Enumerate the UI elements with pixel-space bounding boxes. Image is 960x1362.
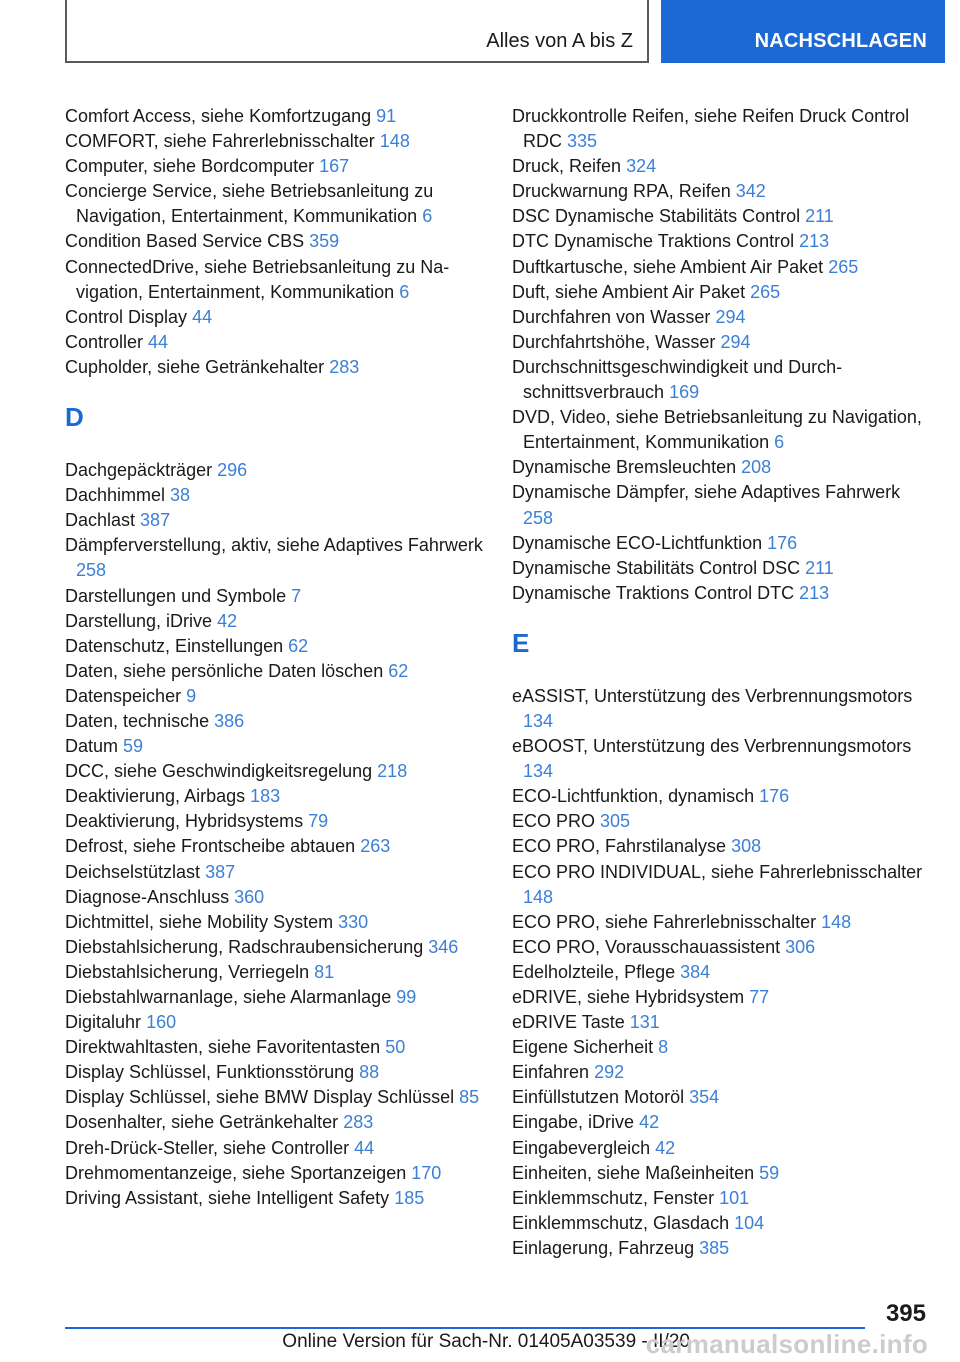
- index-page-link[interactable]: 176: [759, 786, 790, 807]
- index-entry-text: Diagnose-Anschluss: [65, 886, 230, 907]
- index-entry: [65, 734, 485, 759]
- index-page-link[interactable]: 213: [799, 231, 830, 252]
- index-entry-text: Eingabe, iDrive: [512, 1112, 635, 1133]
- index-entry-text: Daten, siehe persönliche Daten löschen: [65, 660, 384, 681]
- index-entry: [512, 1035, 932, 1060]
- index-entry-text: Drehmomentanzeige, siehe Sportanzeigen: [65, 1162, 407, 1183]
- section-label: NACHSCHLAGEN: [754, 30, 927, 52]
- index-page-link[interactable]: 9: [186, 685, 197, 706]
- index-entry: [512, 330, 932, 355]
- index-entry: [512, 229, 932, 254]
- index-page-link[interactable]: 359: [309, 231, 340, 252]
- index-entry: [512, 204, 932, 229]
- index-entry: [512, 1211, 932, 1236]
- index-entry: [512, 860, 932, 910]
- index-page-link[interactable]: 169: [669, 382, 700, 403]
- index-entry: [65, 1161, 485, 1186]
- index-page-link[interactable]: 346: [428, 936, 459, 957]
- index-entry: [65, 1136, 485, 1161]
- index-entry: [512, 1010, 932, 1035]
- index-entry-text: eBOOST, Unterstützung des Verbrennungsmotors: [512, 736, 912, 757]
- index-page-link[interactable]: 59: [123, 736, 144, 757]
- index-page-link[interactable]: 167: [319, 156, 350, 177]
- index-entry-text: Dynamische Bremsleuchten: [512, 457, 737, 478]
- index-entry-text: Computer, siehe Bordcomputer: [65, 156, 315, 177]
- index-page-link[interactable]: 330: [338, 911, 369, 932]
- index-entry: [512, 1161, 932, 1186]
- index-entry: [512, 734, 932, 784]
- index-page-link[interactable]: 101: [719, 1187, 750, 1208]
- index-entry: [65, 305, 485, 330]
- index-entry: [512, 305, 932, 330]
- index-entry-text: Darstellungen und Symbole: [65, 585, 287, 606]
- index-page-link[interactable]: 50: [385, 1037, 406, 1058]
- index-page-link[interactable]: 265: [750, 281, 781, 302]
- index-entry: [512, 556, 932, 581]
- index-entry: [512, 910, 932, 935]
- index-page-link[interactable]: 6: [774, 432, 785, 453]
- index-entry: [65, 508, 485, 533]
- index-entry: [65, 458, 485, 483]
- index-entry: [65, 104, 485, 129]
- chapter-title: Alles von A bis Z: [486, 30, 633, 52]
- index-entry: [512, 834, 932, 859]
- index-page-link[interactable]: 296: [217, 460, 248, 481]
- index-entry: [65, 784, 485, 809]
- index-entry-text: ECO PRO, Vorausschauassistent: [512, 936, 781, 957]
- index-page-link[interactable]: 354: [689, 1087, 720, 1108]
- index-entry: [512, 355, 932, 405]
- index-page-link[interactable]: 183: [250, 786, 281, 807]
- index-entry: [512, 809, 932, 834]
- index-entry-text: Dachgepäckträger: [65, 460, 213, 481]
- index-entry: [512, 480, 932, 530]
- index-entry-text: eASSIST, Unterstützung des Verbrennungsmotors: [512, 685, 913, 706]
- index-page-link[interactable]: 104: [734, 1212, 765, 1233]
- index-page-link[interactable]: 79: [308, 811, 329, 832]
- index-entry: [512, 960, 932, 985]
- index-page-link[interactable]: 134: [523, 761, 554, 782]
- index-page-link[interactable]: 306: [785, 936, 816, 957]
- index-entry-text: Display Schlüssel, siehe BMW Display Schlüssel: [65, 1087, 455, 1108]
- index-page-link[interactable]: 294: [715, 306, 746, 327]
- index-page-link[interactable]: 283: [329, 356, 360, 377]
- index-entry: [65, 985, 485, 1010]
- index-page-link[interactable]: 99: [396, 987, 417, 1007]
- index-column-left: [65, 104, 485, 1211]
- index-entry: [65, 759, 485, 784]
- index-entry: [512, 455, 932, 480]
- index-entry-text: Deichselstützlast: [65, 861, 201, 882]
- index-page-link[interactable]: 265: [828, 256, 859, 277]
- index-entry-text: Dynamische Dämpfer, siehe Adaptives Fahrwerk: [512, 482, 901, 503]
- index-entry-text: ECO PRO, Fahrstilanalyse: [512, 836, 727, 857]
- index-page-link[interactable]: 335: [567, 131, 598, 152]
- index-entry: [512, 280, 932, 305]
- index-page-link[interactable]: 170: [411, 1162, 442, 1183]
- index-entry: [65, 154, 485, 179]
- index-entry-text: Dachhimmel: [65, 485, 166, 506]
- index-entry-text: eDRIVE Taste: [512, 1012, 625, 1033]
- index-entry-text: Dynamische ECO-Lichtfunktion: [512, 532, 763, 553]
- index-entry: [65, 1035, 485, 1060]
- index-entry: [512, 1136, 932, 1161]
- index-entry-text: Datenspeicher: [65, 685, 182, 706]
- index-page-link[interactable]: 44: [148, 331, 169, 352]
- index-entry-text: Driving Assistant, siehe Intelligent Safety: [65, 1187, 390, 1208]
- index-entry: [65, 1110, 485, 1135]
- index-page-link[interactable]: 211: [805, 206, 834, 227]
- index-entry-text: Duftkartusche, siehe Ambient Air Paket: [512, 256, 824, 277]
- index-page-link[interactable]: 160: [146, 1012, 177, 1033]
- index-entry-text: Daten, technische: [65, 710, 210, 731]
- index-page-link[interactable]: 308: [731, 836, 762, 857]
- index-page-link[interactable]: 176: [767, 532, 798, 553]
- index-entry: [512, 405, 932, 455]
- index-entry-text: Controller: [65, 331, 144, 352]
- index-entry-text: Concierge Service, siehe Betriebsanleitung zu Navigation, Entertainment, Kommunikation: [65, 181, 434, 227]
- index-entry-text: Condition Based Service CBS: [65, 231, 305, 252]
- index-entry-text: Datenschutz, Einstellungen: [65, 635, 284, 656]
- index-entry: [65, 860, 485, 885]
- index-entry-text: Digitaluhr: [65, 1012, 142, 1033]
- index-entry: [65, 255, 485, 305]
- index-page-link[interactable]: 62: [388, 660, 409, 681]
- index-entry: [512, 179, 932, 204]
- index-page-link[interactable]: 134: [523, 710, 554, 731]
- index-page-link[interactable]: 148: [379, 131, 410, 152]
- index-entry-text: Einlagerung, Fahrzeug: [512, 1237, 695, 1258]
- index-entry-text: Dichtmittel, siehe Mobility System: [65, 911, 334, 932]
- index-entry-text: Edelholzteile, Pflege: [512, 961, 676, 982]
- index-page-link[interactable]: 85: [459, 1087, 480, 1108]
- index-entry: [65, 1186, 485, 1211]
- index-page-link[interactable]: 91: [376, 106, 397, 126]
- index-entry: [65, 809, 485, 834]
- index-page-link[interactable]: 258: [76, 560, 107, 581]
- index-entry-text: Control Display: [65, 306, 188, 327]
- index-page-link[interactable]: 44: [354, 1137, 375, 1158]
- index-entry: [512, 1085, 932, 1110]
- index-entry: [512, 684, 932, 734]
- index-entry: [65, 659, 485, 684]
- index-page-link[interactable]: 8: [658, 1037, 669, 1058]
- index-entry: [65, 1085, 485, 1110]
- index-entry-text: Diebstahlsicherung, Radschraubensicherung: [65, 936, 424, 957]
- index-entry-text: Darstellung, iDrive: [65, 610, 213, 631]
- index-entry-text: DCC, siehe Geschwindigkeitsregelung: [65, 761, 373, 782]
- index-page-link[interactable]: 384: [680, 961, 711, 982]
- index-entry-text: Einklemmschutz, Fenster: [512, 1187, 715, 1208]
- index-entry-text: Einfüllstutzen Motoröl: [512, 1087, 685, 1108]
- index-entry-text: Comfort Access, siehe Komfortzugang: [65, 106, 372, 126]
- index-page-link[interactable]: 148: [821, 911, 852, 932]
- index-entry-text: Dynamische Stabilitäts Control DSC: [512, 557, 801, 578]
- index-page-link[interactable]: 211: [805, 557, 834, 578]
- index-entry: [65, 834, 485, 859]
- index-page-link[interactable]: 62: [288, 635, 309, 656]
- index-entry-text: Durchfahrtshöhe, Wasser: [512, 331, 716, 352]
- index-entry-text: DSC Dynamische Stabilitäts Control: [512, 206, 801, 227]
- index-entry-text: Duft, siehe Ambient Air Paket: [512, 281, 746, 302]
- index-entry-text: Eingabevergleich: [512, 1137, 651, 1158]
- index-entry: [512, 985, 932, 1010]
- index-entry: [65, 483, 485, 508]
- index-page-link[interactable]: 59: [759, 1162, 780, 1183]
- index-page-link[interactable]: 258: [523, 507, 554, 528]
- index-entry-text: Durchschnittsgeschwindigkeit und Durchschnittsverbrauch: [512, 356, 843, 403]
- index-entry: [65, 885, 485, 910]
- index-entry: [65, 584, 485, 609]
- footer-online-version: Online Version für Sach-Nr. 01405A03539 - II/20: [282, 1331, 690, 1352]
- index-page-link[interactable]: 218: [377, 761, 408, 782]
- index-entry-text: Dosenhalter, siehe Getränkehalter: [65, 1112, 339, 1133]
- index-entry-text: COMFORT, siehe Fahrerlebnisschalter: [65, 131, 375, 152]
- index-page-link[interactable]: 7: [291, 585, 302, 606]
- header-title-box: [65, 0, 649, 63]
- index-entry-text: Deaktivierung, Airbags: [65, 786, 246, 807]
- index-page-link[interactable]: 305: [600, 811, 631, 832]
- index-page-link[interactable]: 148: [523, 886, 554, 907]
- index-page-link[interactable]: 360: [234, 886, 265, 907]
- index-entry: [65, 229, 485, 254]
- index-entry: [65, 709, 485, 734]
- index-page-link[interactable]: 324: [626, 156, 657, 177]
- index-entry-text: Dachlast: [65, 510, 136, 531]
- index-entry-text: Dreh-Drück-Steller, siehe Controller: [65, 1137, 350, 1158]
- index-entry: [65, 684, 485, 709]
- index-entry-text: Dämpferverstellung, aktiv, siehe Adaptives Fahrwerk: [65, 535, 483, 556]
- index-page-link[interactable]: 263: [360, 836, 391, 857]
- index-page-link[interactable]: 6: [399, 281, 410, 302]
- index-entry-text: Einheiten, siehe Maßeinheiten: [512, 1162, 755, 1183]
- index-page-link[interactable]: 81: [314, 961, 335, 982]
- index-entry: [65, 533, 485, 583]
- index-page-link[interactable]: 131: [629, 1012, 660, 1033]
- index-page-link[interactable]: 88: [359, 1062, 380, 1083]
- index-entry: [512, 531, 932, 556]
- index-entry-text: ECO-Lichtfunktion, dynamisch: [512, 786, 755, 807]
- header-section-tab[interactable]: [661, 0, 945, 63]
- index-entry: [512, 581, 932, 606]
- index-page-link[interactable]: 387: [140, 510, 171, 531]
- index-page-link[interactable]: 185: [394, 1187, 425, 1208]
- index-entry-text: Display Schlüssel, Funktionsstörung: [65, 1062, 355, 1083]
- index-entry: [512, 154, 932, 179]
- index-page-link[interactable]: 387: [205, 861, 236, 882]
- index-entry-text: Druckwarnung RPA, Reifen: [512, 181, 731, 202]
- index-entry-text: Cupholder, siehe Getränkehalter: [65, 356, 325, 377]
- index-column-right: [512, 104, 932, 1261]
- index-entry: [65, 910, 485, 935]
- index-entry-text: ECO PRO INDIVIDUAL, siehe Fahrerlebnisschalter: [512, 861, 923, 882]
- index-entry-text: Einklemmschutz, Glasdach: [512, 1212, 730, 1233]
- index-page-link[interactable]: 294: [720, 331, 751, 352]
- watermark-logo: carmanualsonline.info: [645, 1329, 928, 1359]
- index-entry-text: ECO PRO: [512, 811, 596, 832]
- index-entry: [512, 784, 932, 809]
- index-page-link[interactable]: 42: [217, 610, 238, 631]
- index-page-link[interactable]: 6: [422, 206, 433, 227]
- index-entry-text: Druckkontrolle Reifen, siehe Reifen Druck Control RDC: [512, 106, 910, 152]
- index-entry-text: Deaktivierung, Hybridsystems: [65, 811, 304, 832]
- index-entry-text: DTC Dynamische Traktions Control: [512, 231, 795, 252]
- index-page-link[interactable]: 292: [594, 1062, 625, 1083]
- index-entry: [65, 179, 485, 229]
- index-entry: [512, 104, 932, 154]
- index-entry-text: ECO PRO, siehe Fahrerlebnisschalter: [512, 911, 817, 932]
- index-page-link[interactable]: 44: [192, 306, 213, 327]
- index-entry: [512, 1236, 932, 1261]
- index-page-link[interactable]: 385: [699, 1237, 730, 1258]
- index-entry: [65, 1060, 485, 1085]
- index-entry: [512, 1186, 932, 1211]
- index-page-link[interactable]: 38: [170, 485, 191, 506]
- index-entry-text: Eigene Sicherheit: [512, 1037, 654, 1058]
- index-entry-text: Druck, Reifen: [512, 156, 622, 177]
- index-page-link[interactable]: 213: [799, 582, 830, 603]
- index-entry: [65, 129, 485, 154]
- index-letter-heading: E: [512, 627, 530, 658]
- index-entry: [65, 1010, 485, 1035]
- index-page-link[interactable]: 208: [741, 457, 772, 478]
- index-entry-text: Datum: [65, 736, 119, 757]
- index-entry: [65, 330, 485, 355]
- index-entry-text: Defrost, siehe Frontscheibe abtauen: [65, 836, 356, 857]
- index-page-link[interactable]: 42: [639, 1112, 660, 1133]
- index-entry: [512, 1110, 932, 1135]
- index-letter-heading: D: [65, 402, 84, 433]
- index-entry: [512, 255, 932, 280]
- index-entry-text: Diebstahlwarnanlage, siehe Alarmanlage: [65, 987, 392, 1007]
- index-page-link[interactable]: 386: [214, 710, 245, 731]
- index-entry: [512, 1060, 932, 1085]
- index-entry-text: ConnectedDrive, siehe Betriebsanleitung zu Navigation, Entertainment, Kommunikation: [65, 256, 450, 302]
- index-entry: [512, 935, 932, 960]
- page-number: 395: [885, 1300, 926, 1327]
- index-entry-text: Einfahren: [512, 1062, 590, 1083]
- index-entry: [65, 935, 485, 960]
- index-entry: [65, 609, 485, 634]
- index-entry-text: Durchfahren von Wasser: [512, 306, 711, 327]
- index-entry: [65, 634, 485, 659]
- index-entry-text: Diebstahlsicherung, Verriegeln: [65, 961, 310, 982]
- index-entry-text: DVD, Video, siehe Betriebsanleitung zu Navigation, Entertainment, Kommunikation: [512, 407, 922, 453]
- index-entry-text: Direktwahltasten, siehe Favoritentasten: [65, 1037, 381, 1058]
- index-entry-text: Dynamische Traktions Control DTC: [512, 582, 795, 603]
- index-page-link[interactable]: 342: [735, 181, 766, 202]
- index-page-link[interactable]: 77: [749, 987, 770, 1007]
- index-entry-text: eDRIVE, siehe Hybridsystem: [512, 987, 745, 1007]
- index-entry: [65, 960, 485, 985]
- index-page-link[interactable]: 42: [655, 1137, 676, 1158]
- index-page-link[interactable]: 283: [343, 1112, 374, 1133]
- index-entry: [65, 355, 485, 380]
